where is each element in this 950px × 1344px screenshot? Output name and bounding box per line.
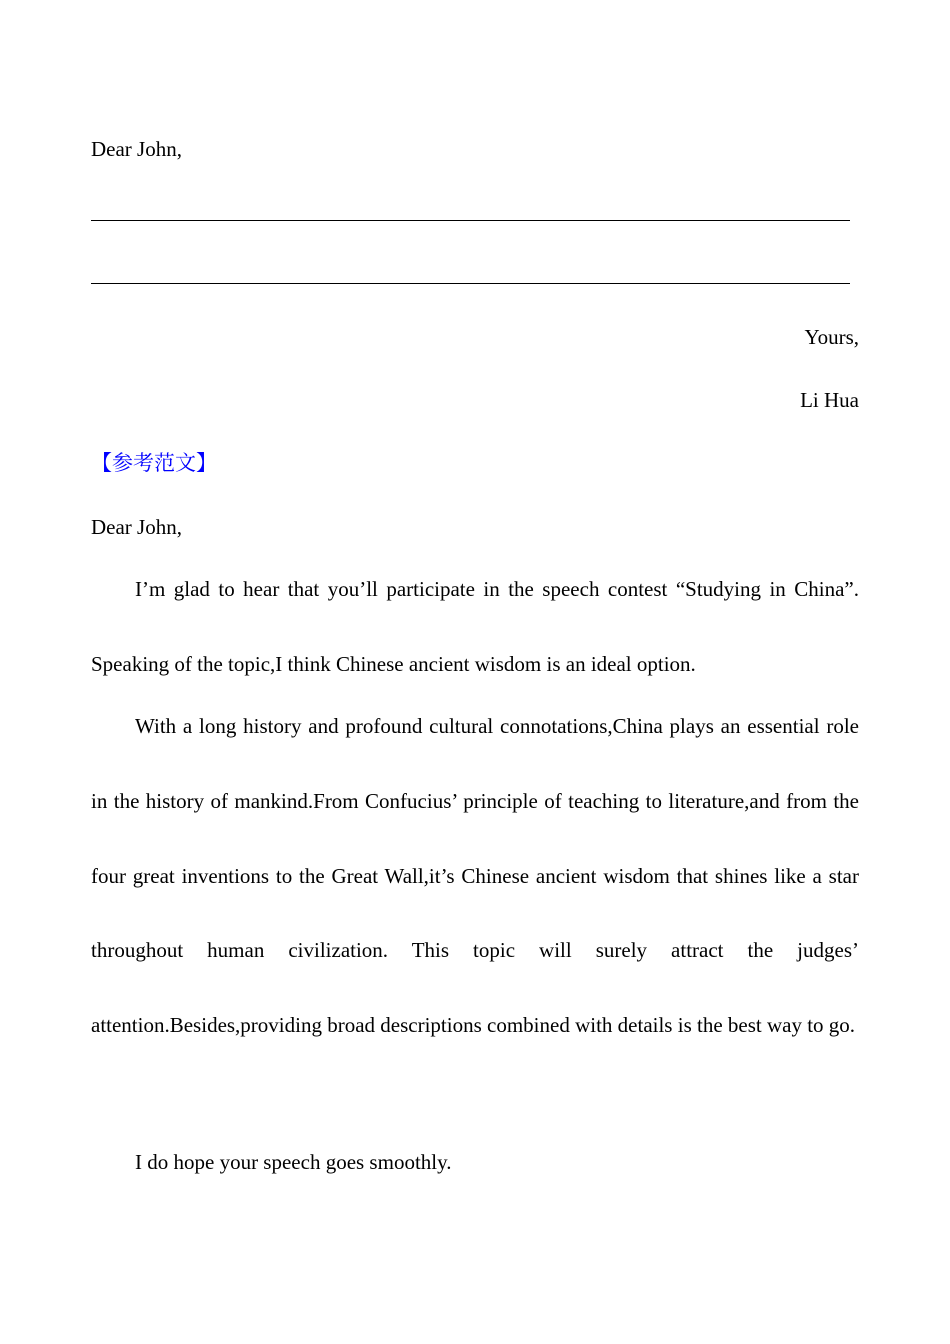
answer-blank-line-2 xyxy=(91,283,850,284)
prompt-salutation: Dear John, xyxy=(91,137,182,161)
prompt-closing: Yours, xyxy=(804,325,859,349)
prompt-signature: Li Hua xyxy=(800,388,859,412)
reference-essay-heading: 【参考范文】 xyxy=(91,451,217,475)
reference-paragraph-2: With a long history and profound cultural connotations,China plays an essential role in the history of mankind.From Confucius’ principle of teaching to literature,and from the four great inventions to the Great Wall,it’s Chinese ancient wisdom that shines like a star throughout human civilization. This topic will surely attract the judges’ attention.Besides,providing broad descriptions combined with details is the best way to go. xyxy=(91,714,859,1038)
reference-paragraph-3: I do hope your speech goes smoothly. xyxy=(135,1150,452,1174)
reference-salutation: Dear John, xyxy=(91,515,182,539)
reference-paragraph-1: I’m glad to hear that you’ll participate in the speech contest “Studying in China”. Speaking of the topic,I think Chinese ancient wisdom is an ideal option. xyxy=(91,577,859,676)
answer-blank-line-1 xyxy=(91,220,850,221)
